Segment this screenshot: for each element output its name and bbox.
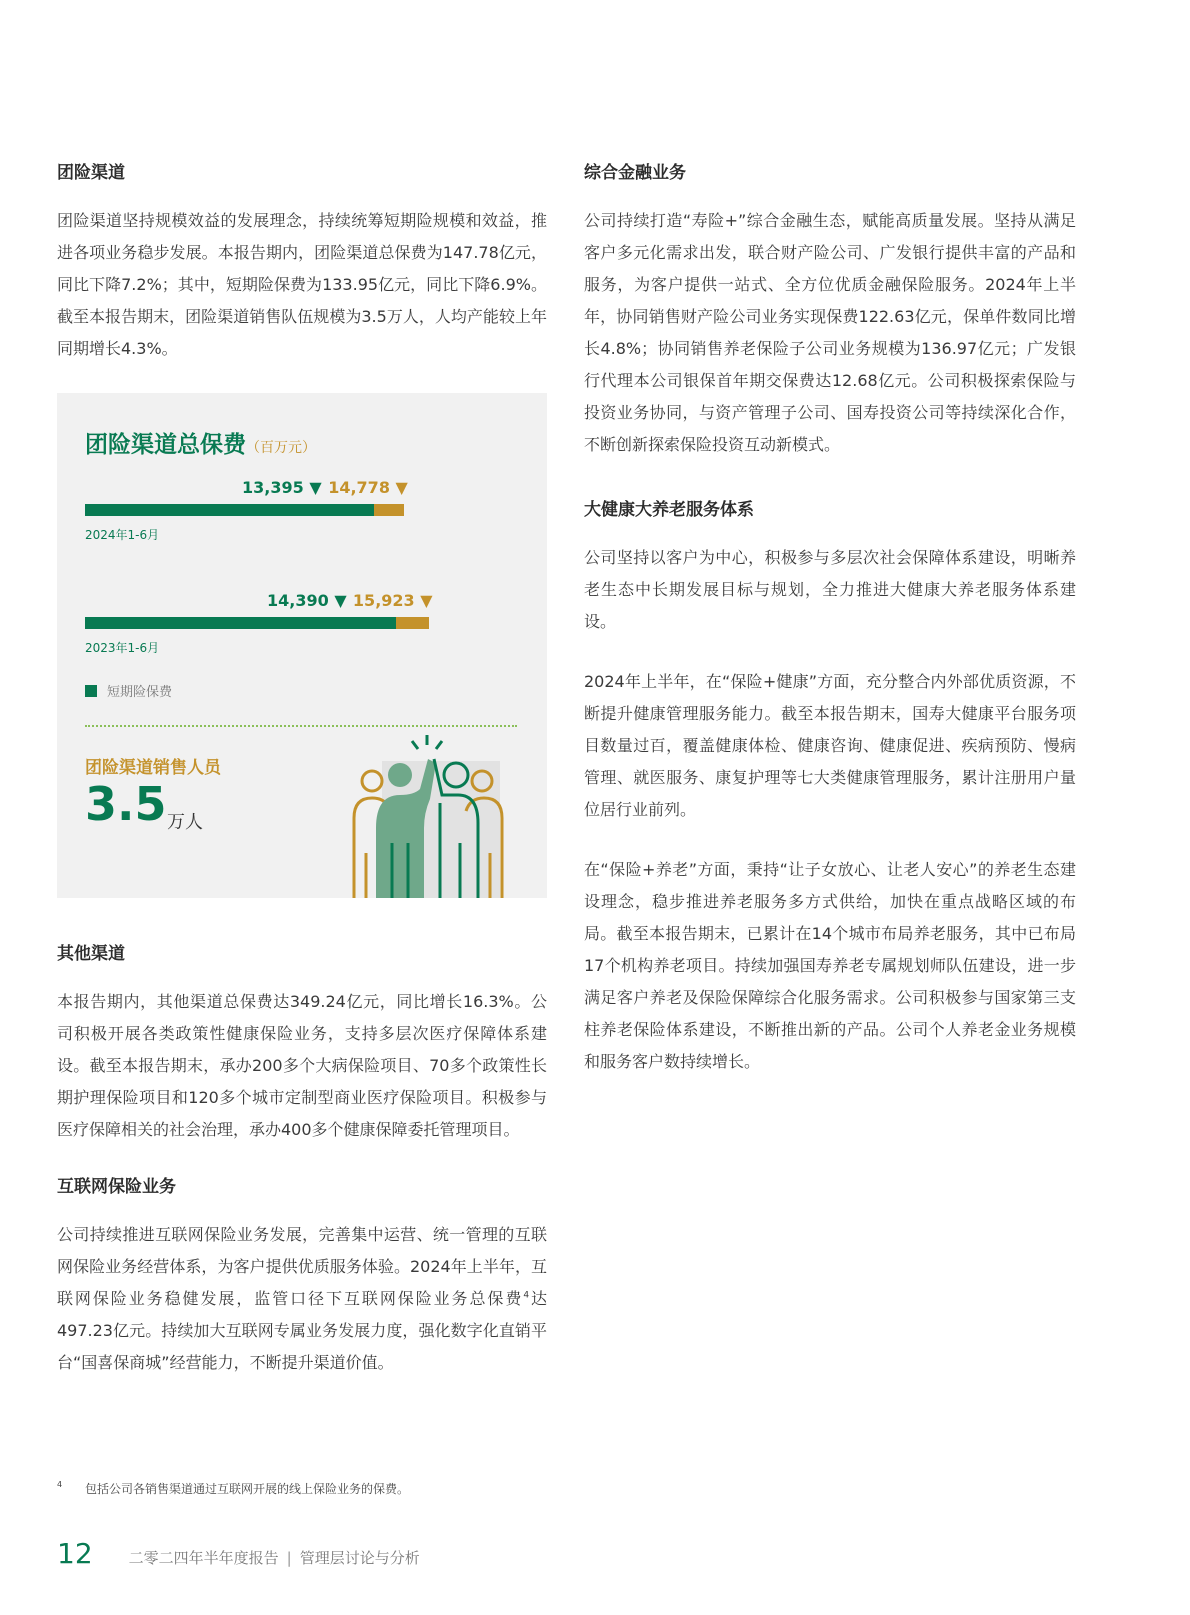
internet-body-part-a: 公司持续推进互联网保险业务发展，完善集中运营、统一管理的互联网保险业务经营体系，为客户提供优质服务体验。2024年上半年，互联网保险业务稳健发展，监管口径下互联网保险业务总保费	[57, 1225, 547, 1308]
page-footer	[57, 1537, 420, 1570]
bar-2024-short-term	[85, 504, 374, 516]
right-column	[584, 160, 1076, 1078]
footnote-text: 包括公司各销售渠道通过互联网开展的线上保险业务的保费。	[85, 1482, 410, 1496]
panel-title-text: 团险渠道总保费	[85, 432, 246, 458]
left-column	[57, 160, 547, 1379]
legend-label: 短期险保费	[107, 685, 173, 700]
section-body-other-channels: 本报告期内，其他渠道总保费达349.24亿元，同比增长16.3%。公司积极开展各类政策性健康保险业务，支持多层次医疗保障体系建设。截至本报告期末，承办200多个大病保险项目、70多个政策性长期护理保险项目和120多个城市定制型商业医疗保险项目。积极参与医疗保障相关的社会治理，承办400多个健康保障委托管理项目。	[57, 992, 547, 1139]
panel-unit: （百万元）	[246, 440, 316, 456]
section-title-integrated-finance: 综合金融业务	[584, 163, 686, 183]
category-label-2023: 2023年1-6月	[85, 641, 160, 655]
health-paragraph-3: 在“保险+养老”方面，秉持“让子女放心、让老人安心”的养老生态建设理念，稳步推进养老服务多方式供给，加快在重点战略区域的布局。截至本报告期末，已累计在14个城市布局养老服务，其中已布局17个机构养老项目。持续加强国寿养老专属规划师队伍建设，进一步满足客户养老及保险保障综合化服务需求。公司积极参与国家第三支柱养老保险体系建设，不断推出新的产品。公司个人养老金业务规模和服务客户数持续增长。	[584, 860, 1076, 1071]
section-title-other-channels: 其他渠道	[57, 944, 125, 964]
group-premium-panel	[57, 393, 547, 898]
footer-section: 管理层讨论与分析	[299, 1549, 420, 1567]
section-body-group-channel: 团险渠道坚持规模效益的发展理念，持续统筹短期险规模和效益，推进各项业务稳步发展。本报告期内，团险渠道总保费为147.78亿元，同比下降7.2%；其中，短期险保费为133.95亿元，同比下降6.9%。截至本报告期末，团险渠道销售队伍规模为3.5万人，人均产能较上年同期增长4.3%。	[57, 211, 547, 358]
footer-separator: |	[286, 1549, 292, 1567]
panel-title	[85, 426, 316, 459]
staff-label: 团险渠道销售人员	[85, 758, 221, 778]
bar-label-2024-total: 14,778 ▼	[328, 478, 408, 497]
bar-2023-short-term	[85, 617, 396, 629]
health-paragraph-1: 公司坚持以客户为中心，积极参与多层次社会保障体系建设，明晰养老生态中长期发展目标与规划，全力推进大健康大养老服务体系建设。	[584, 548, 1076, 631]
page-number: 12	[57, 1537, 93, 1570]
staff-value: 3.5	[85, 777, 167, 831]
chart-legend	[85, 681, 172, 700]
bar-label-2023-short-term: 14,390 ▼	[267, 591, 347, 610]
bar-label-2023-total: 15,923 ▼	[352, 591, 433, 610]
bar-label-2024-short-term: 13,395 ▼	[242, 478, 322, 497]
staff-unit: 万人	[167, 812, 203, 833]
footnote-mark: 4	[57, 1480, 63, 1489]
section-title-internet-insurance: 互联网保险业务	[57, 1177, 176, 1197]
internet-body-part-b: 达497.23亿元。持续加大互联网专属业务发展力度，强化数字化直销平台“国喜保商城”经营能力，不断提升渠道价值。	[57, 1289, 547, 1372]
section-body-integrated-finance: 公司持续打造“寿险+”综合金融生态，赋能高质量发展。坚持从满足客户多元化需求出发，联合财产险公司、广发银行提供丰富的产品和服务，为客户提供一站式、全方位优质金融保险服务。2024年上半年，协同销售财产险公司业务实现保费122.63亿元，保单件数同比增长4.8%；协同销售养老保险子公司业务规模为136.97亿元；广发银行代理本公司银保首年期交保费达12.68亿元。公司积极探索保险与投资业务协同，与资产管理子公司、国寿投资公司等持续深化合作，不断创新探索保险投资互动新模式。	[584, 211, 1076, 454]
footnote	[57, 1480, 409, 1497]
footnote-ref: 4	[523, 1290, 530, 1301]
section-title-health-elderly-care: 大健康大养老服务体系	[584, 500, 754, 520]
category-label-2024: 2024年1-6月	[85, 528, 160, 542]
team-high-five-icon	[342, 733, 517, 898]
report-title: 二零二四年半年度报告	[128, 1549, 279, 1567]
section-body-internet-insurance	[57, 1219, 547, 1379]
legend-swatch	[85, 685, 97, 697]
health-paragraph-2: 2024年上半年，在“保险+健康”方面，充分整合内外部优质资源，不断提升健康管理服务能力。截至本报告期末，国寿大健康平台服务项目数量过百，覆盖健康体检、健康咨询、健康促进、疾病预防、慢病管理、就医服务、康复护理等七大类健康管理服务，累计注册用户量位居行业前列。	[584, 672, 1076, 819]
section-title-group-channel: 团险渠道	[57, 163, 125, 183]
dotted-divider	[85, 725, 517, 727]
